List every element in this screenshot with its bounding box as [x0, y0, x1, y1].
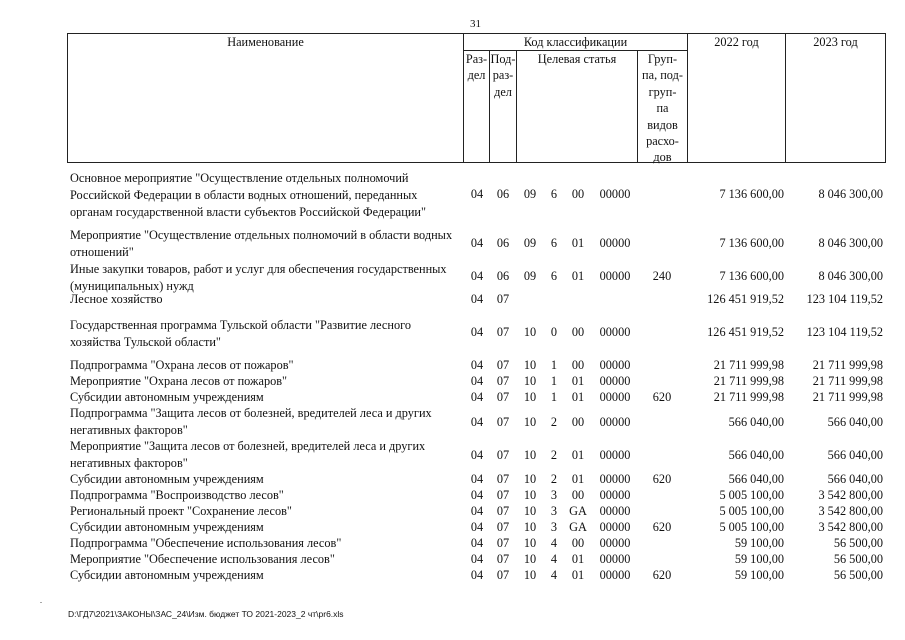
- cell-program: 09: [523, 269, 537, 283]
- cell-direction: 00000: [599, 536, 631, 550]
- cell-section: 04: [470, 269, 484, 283]
- cell-amount-2022: 59 100,00: [734, 552, 784, 566]
- cell-subsection: 07: [496, 488, 510, 502]
- cell-program: 10: [523, 390, 537, 404]
- cell-subsection: 07: [496, 374, 510, 388]
- cell-amount-2023: 3 542 800,00: [818, 504, 883, 518]
- cell-direction: 00000: [599, 187, 631, 201]
- cell-direction: 00000: [599, 325, 631, 339]
- cell-event: 01: [571, 472, 585, 486]
- cell-event: 00: [571, 187, 585, 201]
- cell-amount-2022: 7 136 600,00: [719, 236, 784, 250]
- cell-direction: 00000: [599, 504, 631, 518]
- cell-name: Мероприятие "Защита лесов от болезней, вредителей леса и других негативных факторов": [70, 439, 426, 470]
- cell-expense-group: 620: [652, 390, 672, 404]
- cell-event: 00: [571, 325, 585, 339]
- cell-subprogram: 4: [550, 552, 558, 566]
- cell-amount-2022: 5 005 100,00: [719, 488, 784, 502]
- cell-amount-2022: 7 136 600,00: [719, 187, 784, 201]
- cell-subprogram: 3: [550, 488, 558, 502]
- cell-subsection: 07: [496, 568, 510, 582]
- cell-subprogram: 4: [550, 536, 558, 550]
- cell-subprogram: 2: [550, 448, 558, 462]
- header-code-classification: Код классификации: [523, 35, 628, 49]
- cell-direction: 00000: [599, 236, 631, 250]
- cell-program: 10: [523, 536, 537, 550]
- cell-amount-2023: 8 046 300,00: [818, 269, 883, 283]
- cell-amount-2023: 566 040,00: [827, 472, 883, 486]
- cell-section: 04: [470, 504, 484, 518]
- cell-event: 01: [571, 552, 585, 566]
- cell-direction: 00000: [599, 374, 631, 388]
- cell-program: 09: [523, 236, 537, 250]
- cell-event: GA: [569, 504, 587, 518]
- cell-amount-2022: 7 136 600,00: [719, 269, 784, 283]
- cell-event: 00: [571, 358, 585, 372]
- cell-amount-2022: 21 711 999,98: [713, 374, 784, 388]
- cell-subsection: 06: [496, 269, 510, 283]
- header-name: Наименование: [227, 35, 304, 49]
- cell-program: 10: [523, 415, 537, 429]
- cell-event: 00: [571, 415, 585, 429]
- header-target-article: Целевая статья: [537, 52, 617, 66]
- cell-subsection: 07: [496, 520, 510, 534]
- cell-amount-2023: 21 711 999,98: [812, 390, 883, 404]
- cell-subprogram: 2: [550, 472, 558, 486]
- cell-amount-2022: 566 040,00: [728, 415, 784, 429]
- cell-section: 04: [470, 187, 484, 201]
- cell-direction: 00000: [599, 415, 631, 429]
- cell-amount-2023: 3 542 800,00: [818, 520, 883, 534]
- cell-subsection: 07: [496, 390, 510, 404]
- cell-section: 04: [470, 488, 484, 502]
- cell-program: 09: [523, 187, 537, 201]
- cell-program: 10: [523, 504, 537, 518]
- cell-amount-2022: 59 100,00: [734, 536, 784, 550]
- cell-subprogram: 0: [550, 325, 558, 339]
- header-year-2023: 2023 год: [813, 35, 858, 49]
- cell-direction: 00000: [599, 472, 631, 486]
- cell-program: 10: [523, 552, 537, 566]
- cell-direction: 00000: [599, 552, 631, 566]
- cell-name: Субсидии автономным учреждениям: [70, 568, 264, 582]
- cell-program: 10: [523, 448, 537, 462]
- cell-name: Региональный проект "Сохранение лесов": [70, 504, 292, 518]
- cell-amount-2022: 126 451 919,52: [707, 292, 784, 306]
- corner-mark: .: [40, 596, 42, 605]
- cell-direction: 00000: [599, 448, 631, 462]
- cell-subsection: 07: [496, 536, 510, 550]
- cell-amount-2023: 123 104 119,52: [806, 325, 883, 339]
- header-section: Раз- дел: [465, 52, 488, 83]
- cell-name: Субсидии автономным учреждениям: [70, 520, 264, 534]
- cell-direction: 00000: [599, 358, 631, 372]
- cell-name: Иные закупки товаров, работ и услуг для обеспечения государственных (муниципальных) нужд: [70, 262, 447, 293]
- cell-subprogram: 6: [550, 236, 558, 250]
- cell-event: 01: [571, 269, 585, 283]
- cell-amount-2022: 5 005 100,00: [719, 520, 784, 534]
- cell-section: 04: [470, 390, 484, 404]
- cell-name: Основное мероприятие "Осуществление отдельных полномочий Российской Федерации в области водных отношений, переданных органам государственной власти субъектов Российской Федерации": [70, 171, 427, 219]
- cell-event: 01: [571, 374, 585, 388]
- cell-section: 04: [470, 536, 484, 550]
- cell-section: 04: [470, 374, 484, 388]
- cell-direction: 00000: [599, 390, 631, 404]
- cell-expense-group: 620: [652, 568, 672, 582]
- cell-expense-group: 240: [652, 269, 672, 283]
- cell-subsection: 07: [496, 472, 510, 486]
- cell-name: Лесное хозяйство: [70, 292, 163, 306]
- cell-event: 01: [571, 568, 585, 582]
- cell-amount-2023: 56 500,00: [833, 536, 883, 550]
- cell-section: 04: [470, 358, 484, 372]
- cell-direction: 00000: [599, 488, 631, 502]
- cell-section: 04: [470, 568, 484, 582]
- cell-program: 10: [523, 325, 537, 339]
- cell-amount-2023: 8 046 300,00: [818, 187, 883, 201]
- cell-event: 01: [571, 448, 585, 462]
- cell-program: 10: [523, 472, 537, 486]
- cell-section: 04: [470, 472, 484, 486]
- cell-section: 04: [470, 448, 484, 462]
- header-subsection: Под- раз- дел: [490, 52, 516, 99]
- header-year-2022: 2022 год: [714, 35, 759, 49]
- cell-program: 10: [523, 358, 537, 372]
- cell-subprogram: 3: [550, 504, 558, 518]
- cell-subprogram: 1: [550, 358, 558, 372]
- cell-name: Субсидии автономным учреждениям: [70, 390, 264, 404]
- cell-amount-2022: 126 451 919,52: [707, 325, 784, 339]
- cell-subprogram: 6: [550, 187, 558, 201]
- cell-event: 00: [571, 488, 585, 502]
- cell-direction: 00000: [599, 269, 631, 283]
- cell-amount-2023: 566 040,00: [827, 448, 883, 462]
- cell-subsection: 07: [496, 504, 510, 518]
- cell-program: 10: [523, 568, 537, 582]
- cell-subprogram: 1: [550, 390, 558, 404]
- cell-name: Подпрограмма "Воспроизводство лесов": [70, 488, 284, 502]
- cell-section: 04: [470, 292, 484, 306]
- cell-amount-2023: 21 711 999,98: [812, 358, 883, 372]
- cell-subsection: 06: [496, 187, 510, 201]
- cell-direction: 00000: [599, 568, 631, 582]
- cell-name: Мероприятие "Обеспечение использования лесов": [70, 552, 335, 566]
- cell-amount-2022: 5 005 100,00: [719, 504, 784, 518]
- cell-section: 04: [470, 415, 484, 429]
- cell-subprogram: 3: [550, 520, 558, 534]
- cell-subprogram: 4: [550, 568, 558, 582]
- cell-subsection: 07: [496, 325, 510, 339]
- cell-section: 04: [470, 552, 484, 566]
- cell-amount-2022: 59 100,00: [734, 568, 784, 582]
- cell-subprogram: 2: [550, 415, 558, 429]
- cell-amount-2023: 123 104 119,52: [806, 292, 883, 306]
- cell-event: 01: [571, 390, 585, 404]
- cell-subsection: 06: [496, 236, 510, 250]
- cell-program: 10: [523, 374, 537, 388]
- cell-amount-2023: 8 046 300,00: [818, 236, 883, 250]
- cell-subsection: 07: [496, 292, 510, 306]
- cell-amount-2022: 21 711 999,98: [713, 390, 784, 404]
- cell-program: 10: [523, 520, 537, 534]
- cell-section: 04: [470, 520, 484, 534]
- cell-section: 04: [470, 325, 484, 339]
- cell-direction: 00000: [599, 520, 631, 534]
- cell-event: 00: [571, 536, 585, 550]
- cell-amount-2022: 21 711 999,98: [713, 358, 784, 372]
- cell-name: Субсидии автономным учреждениям: [70, 472, 264, 486]
- cell-section: 04: [470, 236, 484, 250]
- cell-name: Подпрограмма "Обеспечение использования лесов": [70, 536, 342, 550]
- cell-subsection: 07: [496, 358, 510, 372]
- page-number: 31: [470, 18, 481, 30]
- footer-file-path: D:\ГД7\2021\ЗАКОНЫ\ЗАС_24\Изм. бюджет ТО 2021-2023_2 чт\pr6.xls: [68, 609, 344, 619]
- cell-name: Подпрограмма "Защита лесов от болезней, вредителей леса и других негативных факторов": [70, 406, 432, 437]
- cell-event: 01: [571, 236, 585, 250]
- cell-subsection: 07: [496, 415, 510, 429]
- cell-amount-2022: 566 040,00: [728, 472, 784, 486]
- cell-amount-2023: 566 040,00: [827, 415, 883, 429]
- cell-name: Мероприятие "Охрана лесов от пожаров": [70, 374, 288, 388]
- cell-expense-group: 620: [652, 472, 672, 486]
- cell-event: GA: [569, 520, 587, 534]
- cell-subsection: 07: [496, 552, 510, 566]
- cell-subprogram: 1: [550, 374, 558, 388]
- cell-amount-2023: 56 500,00: [833, 568, 883, 582]
- cell-expense-group: 620: [652, 520, 672, 534]
- cell-name: Государственная программа Тульской области "Развитие лесного хозяйства Тульской области": [70, 318, 411, 349]
- cell-subprogram: 6: [550, 269, 558, 283]
- cell-subsection: 07: [496, 448, 510, 462]
- cell-name: Мероприятие "Осуществление отдельных полномочий в области водных отношений": [70, 228, 453, 259]
- cell-amount-2023: 56 500,00: [833, 552, 883, 566]
- cell-name: Подпрограмма "Охрана лесов от пожаров": [70, 358, 294, 372]
- cell-amount-2023: 21 711 999,98: [812, 374, 883, 388]
- cell-program: 10: [523, 488, 537, 502]
- header-expense-group: Груп- па, под- груп- па видов расхо- дов: [642, 52, 683, 165]
- cell-amount-2023: 3 542 800,00: [818, 488, 883, 502]
- cell-amount-2022: 566 040,00: [728, 448, 784, 462]
